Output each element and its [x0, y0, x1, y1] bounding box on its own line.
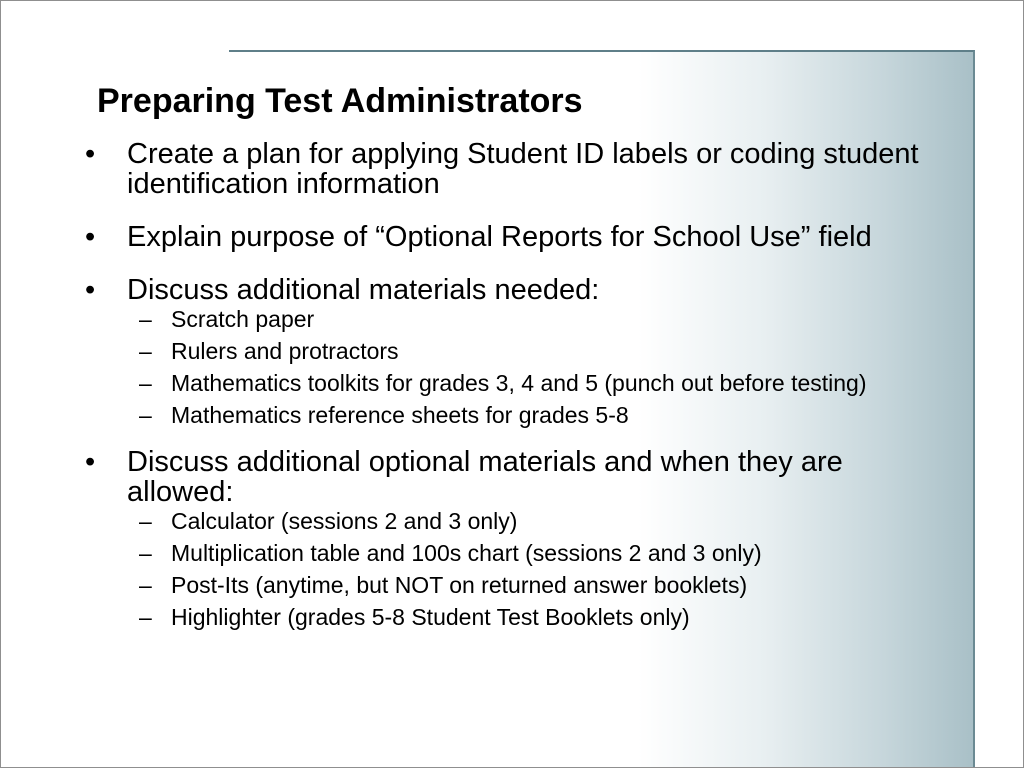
bullet-list	[83, 139, 953, 650]
dash-icon: –	[139, 370, 152, 396]
dash-icon: –	[139, 306, 152, 332]
sub-item	[126, 308, 953, 331]
bullet-item	[83, 275, 953, 427]
dash-icon: –	[139, 508, 152, 534]
sub-list	[127, 308, 953, 427]
dash-icon: –	[139, 402, 152, 428]
bullet-text: Create a plan for applying Student ID labels or coding student identification information	[127, 138, 919, 200]
dash-icon: –	[139, 604, 152, 630]
slide-title: Preparing Test Administrators	[97, 82, 583, 120]
sub-item	[126, 510, 953, 533]
sub-item-text: Highlighter (grades 5-8 Student Test Booklets only)	[171, 604, 690, 630]
sub-item-text: Mathematics reference sheets for grades 5-8	[171, 402, 629, 428]
sub-item-text: Post-Its (anytime, but NOT on returned answer booklets)	[171, 572, 748, 598]
sub-item-text: Calculator (sessions 2 and 3 only)	[171, 508, 518, 534]
bullet-item	[83, 139, 953, 199]
sub-item	[126, 404, 953, 427]
bullet-icon: •	[85, 138, 96, 170]
sub-item-text: Rulers and protractors	[171, 338, 399, 364]
sub-item-text: Multiplication table and 100s chart (sessions 2 and 3 only)	[171, 540, 762, 566]
dash-icon: –	[139, 338, 152, 364]
sub-item	[126, 340, 953, 363]
bullet-icon: •	[85, 221, 96, 253]
bullet-text: Discuss additional materials needed:	[127, 274, 600, 306]
sub-list	[127, 510, 953, 629]
dash-icon: –	[139, 572, 152, 598]
sub-item	[126, 574, 953, 597]
sub-item	[126, 606, 953, 629]
bullet-icon: •	[85, 446, 96, 478]
dash-icon: –	[139, 540, 152, 566]
bullet-icon: •	[85, 274, 96, 306]
bullet-item	[83, 222, 953, 252]
sub-item-text: Mathematics toolkits for grades 3, 4 and 5 (punch out before testing)	[171, 370, 867, 396]
bullet-item	[83, 447, 953, 629]
bullet-text: Explain purpose of “Optional Reports for School Use” field	[127, 221, 872, 253]
sub-item	[126, 372, 953, 395]
sub-item-text: Scratch paper	[171, 306, 315, 332]
bullet-text: Discuss additional optional materials and when they are allowed:	[127, 446, 843, 508]
sub-item	[126, 542, 953, 565]
